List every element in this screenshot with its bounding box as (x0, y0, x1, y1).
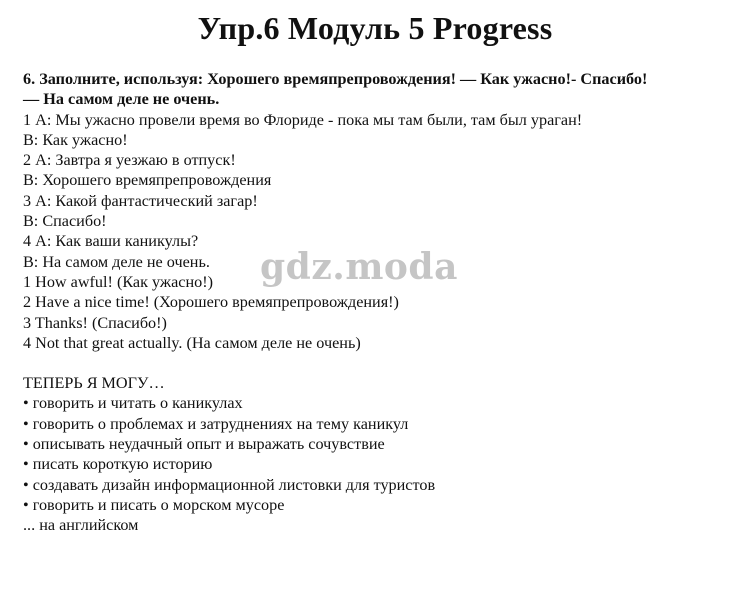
skill-list-footer: ... на английском (23, 516, 139, 535)
dialogue-line: 2 А: Завтра я уезжаю в отпуск! (23, 151, 236, 170)
skill-list-item: • говорить и читать о каникулах (23, 394, 243, 413)
skill-list-item: • описывать неудачный опыт и выражать сочувствие (23, 435, 385, 454)
dialogue-line: В: На самом деле не очень. (23, 252, 210, 271)
page-title: Упр.6 Модуль 5 Progress (197, 10, 553, 46)
now-i-can-heading: ТЕПЕРЬ Я МОГУ… (23, 374, 165, 393)
skill-list-item: • говорить и писать о морском мусоре (23, 495, 285, 514)
task-instruction-line-1: 6. Заполните, используя: Хорошего времяпрепровождения! — Как ужасно!- Спасибо! (23, 70, 648, 88)
skill-list-item: • писать короткую историю (23, 455, 213, 474)
dialogue-line: 1 А: Мы ужасно провели время во Флориде - пока мы там были, там был ураган! (23, 110, 583, 129)
skill-list-item: • создавать дизайн информационной листовки для туристов (23, 475, 436, 494)
document-body (23, 69, 733, 536)
watermark-logo: gdz.moda (260, 246, 458, 288)
answer-line: 4 Not that great actually. (На самом деле не очень) (23, 333, 361, 352)
dialogue-line: В: Как ужасно! (23, 130, 128, 149)
skill-list-item: • говорить о проблемах и затруднениях на тему каникул (23, 414, 409, 433)
dialogue-line: В: Хорошего времяпрепровождения (23, 171, 272, 190)
answer-line: 2 Have a nice time! (Хорошего времяпрепровождения!) (23, 293, 399, 312)
answer-line: 3 Thanks! (Спасибо!) (23, 313, 167, 332)
task-instruction-line-2: — На самом деле не очень. (23, 90, 220, 109)
dialogue-line: В: Спасибо! (23, 212, 107, 231)
dialogue-line: 4 А: Как ваши каникулы? (23, 232, 199, 251)
section-spacer (23, 353, 733, 373)
dialogue-line: 3 А: Какой фантастический загар! (23, 191, 258, 210)
answer-line: 1 How awful! (Как ужасно!) (23, 272, 213, 291)
